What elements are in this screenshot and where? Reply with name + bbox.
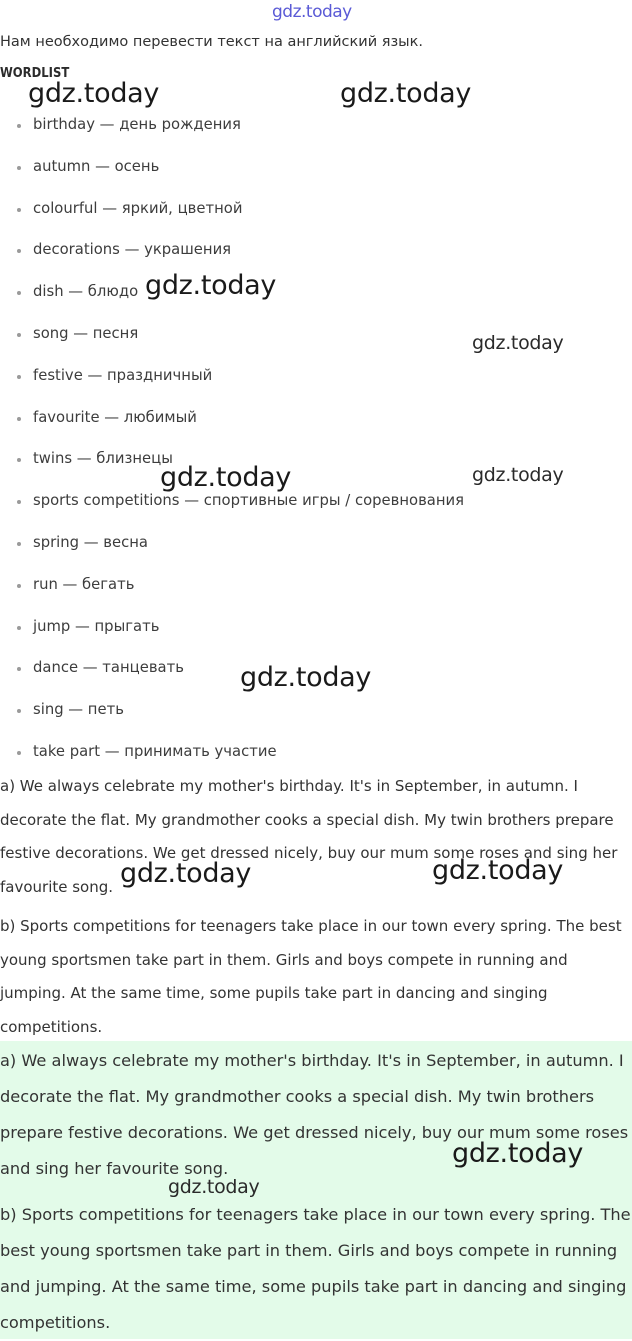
- watermark: gdz.today: [240, 662, 372, 693]
- wordlist-item: festive — праздничный: [0, 362, 464, 404]
- watermark: gdz.today: [472, 464, 564, 486]
- paragraph-b: b) Sports competitions for teenagers take place in our town every spring. The best young sportsmen take part in them. Girls and boys compete in running and jumping. At the same time, some pupils take part in dancing and singing competitions.: [0, 917, 622, 1036]
- wordlist-item: spring — весна: [0, 529, 464, 571]
- wordlist-item: jump — прыгать: [0, 613, 464, 655]
- watermark: gdz.today: [120, 858, 252, 889]
- wordlist-title: WORDLIST: [0, 65, 70, 81]
- wordlist-item: sing — петь: [0, 696, 464, 738]
- intro-text: Нам необходимо перевести текст на английский язык.: [0, 34, 423, 50]
- site-logo[interactable]: gdz.today: [272, 2, 352, 22]
- wordlist-item: decorations — украшения: [0, 236, 464, 278]
- wordlist-item: song — песня: [0, 320, 464, 362]
- wordlist-item: dish — блюдо: [0, 278, 464, 320]
- answer-paragraph-b: b) Sports competitions for teenagers take place in our town every spring. The best young sportsmen take part in them. Girls and boys compete in running and jumping. At the same time, some pupils take part in dancing and singing competitions.: [0, 1205, 631, 1332]
- wordlist: [0, 111, 464, 780]
- wordlist-item: colourful — яркий, цветной: [0, 195, 464, 237]
- wordlist-item: take part — принимать участие: [0, 738, 464, 780]
- watermark: gdz.today: [145, 270, 277, 301]
- wordlist-item: dance — танцевать: [0, 654, 464, 696]
- watermark: gdz.today: [28, 78, 160, 109]
- answer-paragraph-a: a) We always celebrate my mother's birthday. It's in September, in autumn. I decorate the flat. My grandmother cooks a special dish. My twin brothers prepare festive decorations. We get dressed nicely, buy our mum some roses and sing her favourite song.: [0, 1051, 629, 1178]
- watermark: gdz.today: [340, 78, 472, 109]
- wordlist-item: favourite — любимый: [0, 404, 464, 446]
- wordlist-item: run — бегать: [0, 571, 464, 613]
- wordlist-item: birthday — день рождения: [0, 111, 464, 153]
- wordlist-item: twins — близнецы: [0, 445, 464, 487]
- watermark: gdz.today: [452, 1138, 584, 1169]
- answer-block: [0, 1041, 632, 1339]
- watermark: gdz.today: [168, 1176, 260, 1198]
- watermark: gdz.today: [432, 855, 564, 886]
- paragraph-a: a) We always celebrate my mother's birthday. It's in September, in autumn. I decorate the flat. My grandmother cooks a special dish. My twin brothers prepare festive decorations. We get dressed nicely, buy our mum some roses and sing her favourite song.: [0, 777, 618, 896]
- wordlist-item: sports competitions — спортивные игры / соревнования: [0, 487, 464, 529]
- wordlist-item: autumn — осень: [0, 153, 464, 195]
- watermark: gdz.today: [472, 332, 564, 354]
- watermark: gdz.today: [160, 462, 292, 493]
